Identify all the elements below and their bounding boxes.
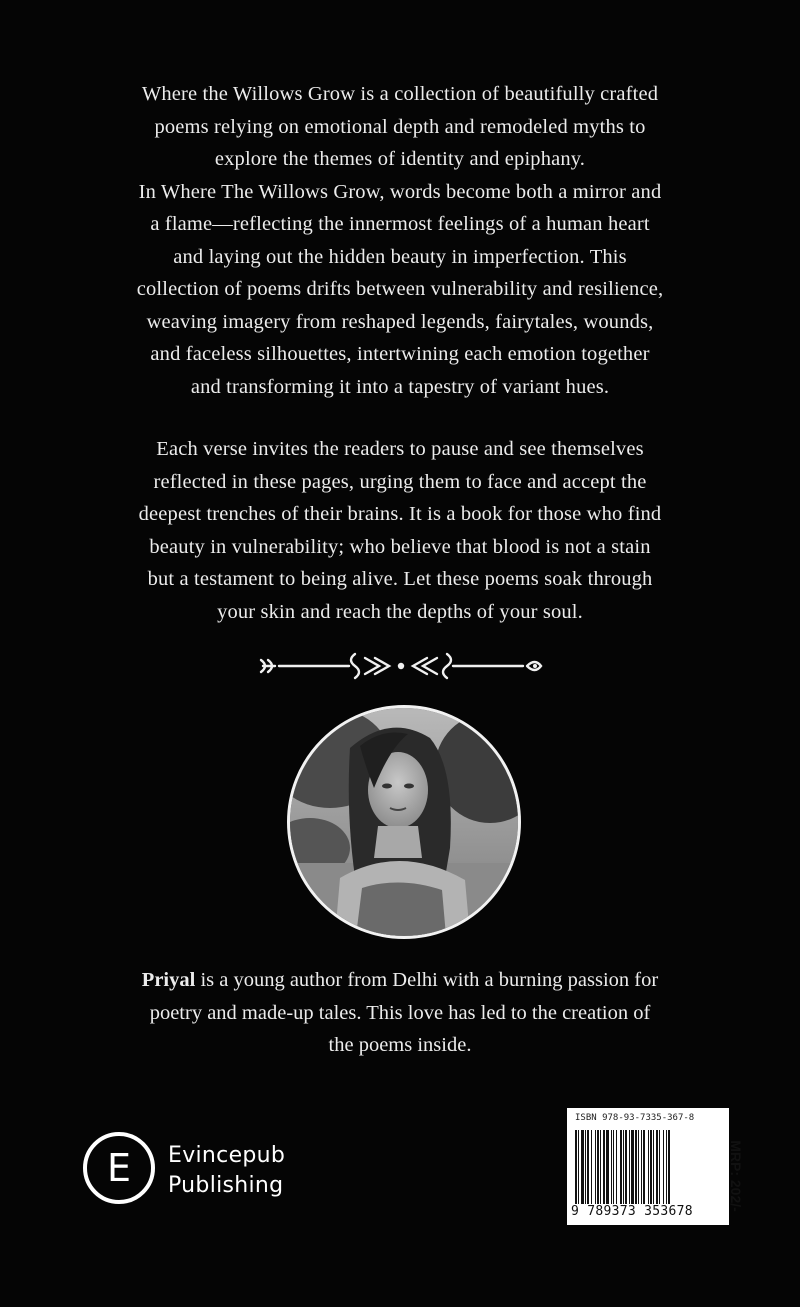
barcode-bar xyxy=(575,1130,577,1204)
barcode-bar xyxy=(591,1130,592,1204)
blurb-line: and laying out the hidden beauty in imperfection. This xyxy=(173,245,627,268)
blurb-line: weaving imagery from reshaped legends, fairytales, wounds, xyxy=(146,310,654,333)
blurb-line: but a testament to being alive. Let these poems soak through xyxy=(147,568,653,590)
barcode-bar xyxy=(631,1130,634,1204)
blurb-paragraph-2 xyxy=(70,433,730,628)
barcode-bar xyxy=(641,1130,642,1204)
bio-line: the poems inside. xyxy=(328,1034,472,1056)
back-cover-blurb xyxy=(70,78,730,628)
barcode-bar xyxy=(600,1130,601,1204)
bio-line: poetry and made-up tales. This love has led to the creation of xyxy=(149,1001,651,1024)
barcode-bars xyxy=(575,1130,701,1204)
barcode-bar xyxy=(620,1130,622,1204)
barcode-bar xyxy=(656,1130,658,1204)
blurb-line: a flame—reflecting the innermost feelings of a human heart xyxy=(150,213,650,235)
barcode-bar xyxy=(597,1130,599,1204)
publisher-e-logo-icon xyxy=(80,1129,158,1207)
publisher-logo xyxy=(80,1129,320,1209)
blurb-line: beauty in vulnerability; who believe that blood is not a stain xyxy=(149,535,651,558)
blurb-line: and faceless silhouettes, intertwining each emotion together xyxy=(150,343,650,365)
flourish-divider-icon xyxy=(255,644,547,688)
barcode-bar xyxy=(587,1130,589,1204)
blurb-line: poems relying on emotional depth and remodeled myths to xyxy=(154,115,646,138)
barcode-bar xyxy=(648,1130,649,1204)
blurb-line: Each verse invites the readers to pause and see themselves xyxy=(156,438,644,460)
barcode-bar xyxy=(668,1130,670,1204)
barcode-bar xyxy=(638,1130,639,1204)
barcode-bar xyxy=(625,1130,627,1204)
barcode-bar xyxy=(659,1130,660,1204)
barcode-bar xyxy=(581,1130,584,1204)
blurb-line: Where the Willows Grow is a collection of beautifully crafted xyxy=(141,83,659,105)
blurb-line: collection of poems drifts between vulnerability and resilience, xyxy=(136,278,664,300)
author-bio xyxy=(70,964,730,1062)
isbn-barcode xyxy=(567,1108,744,1225)
barcode-bar xyxy=(616,1130,617,1204)
bio-line: is a young author from Delhi with a burning passion for xyxy=(195,969,659,991)
barcode-bar xyxy=(606,1130,609,1204)
barcode-bar xyxy=(643,1130,645,1204)
barcode-bar xyxy=(611,1130,612,1204)
isbn-label: ISBN 978-93-7335-367-8 xyxy=(575,1113,695,1123)
barcode-bar xyxy=(629,1130,630,1204)
blurb-line: In Where The Willows Grow, words become both a mirror and xyxy=(138,180,662,203)
author-name: Priyal xyxy=(141,969,196,991)
blurb-line: and transforming it into a tapestry of variant hues. xyxy=(190,375,610,398)
blurb-line: explore the themes of identity and epiphany. xyxy=(214,148,586,170)
blurb-paragraph-1 xyxy=(70,78,730,403)
barcode-bar xyxy=(585,1130,586,1204)
barcode-bar xyxy=(666,1130,667,1204)
barcode-bar xyxy=(650,1130,652,1204)
barcode-bar xyxy=(623,1130,624,1204)
barcode-bar xyxy=(613,1130,614,1204)
logo-letter: E xyxy=(106,1146,132,1190)
barcode-bar xyxy=(595,1130,596,1204)
barcode-bar xyxy=(653,1130,654,1204)
blurb-line: your skin and reach the depths of your soul. xyxy=(217,600,583,623)
blurb-line: reflected in these pages, urging them to face and accept the xyxy=(153,470,647,493)
barcode-number: 9 789373 353678 xyxy=(571,1204,693,1219)
barcode-bar xyxy=(578,1130,579,1204)
publisher-name xyxy=(168,1141,285,1201)
barcode-bar xyxy=(663,1130,664,1204)
price-label: MRP: 202/- xyxy=(728,1140,744,1212)
publisher-name-line2: Publishing xyxy=(168,1173,284,1198)
barcode-bar xyxy=(603,1130,605,1204)
author-photo xyxy=(287,705,521,939)
blurb-line: deepest trenches of their brains. It is a book for those who find xyxy=(138,503,662,525)
barcode-bar xyxy=(635,1130,637,1204)
publisher-name-line1: Evincepub xyxy=(168,1143,286,1168)
